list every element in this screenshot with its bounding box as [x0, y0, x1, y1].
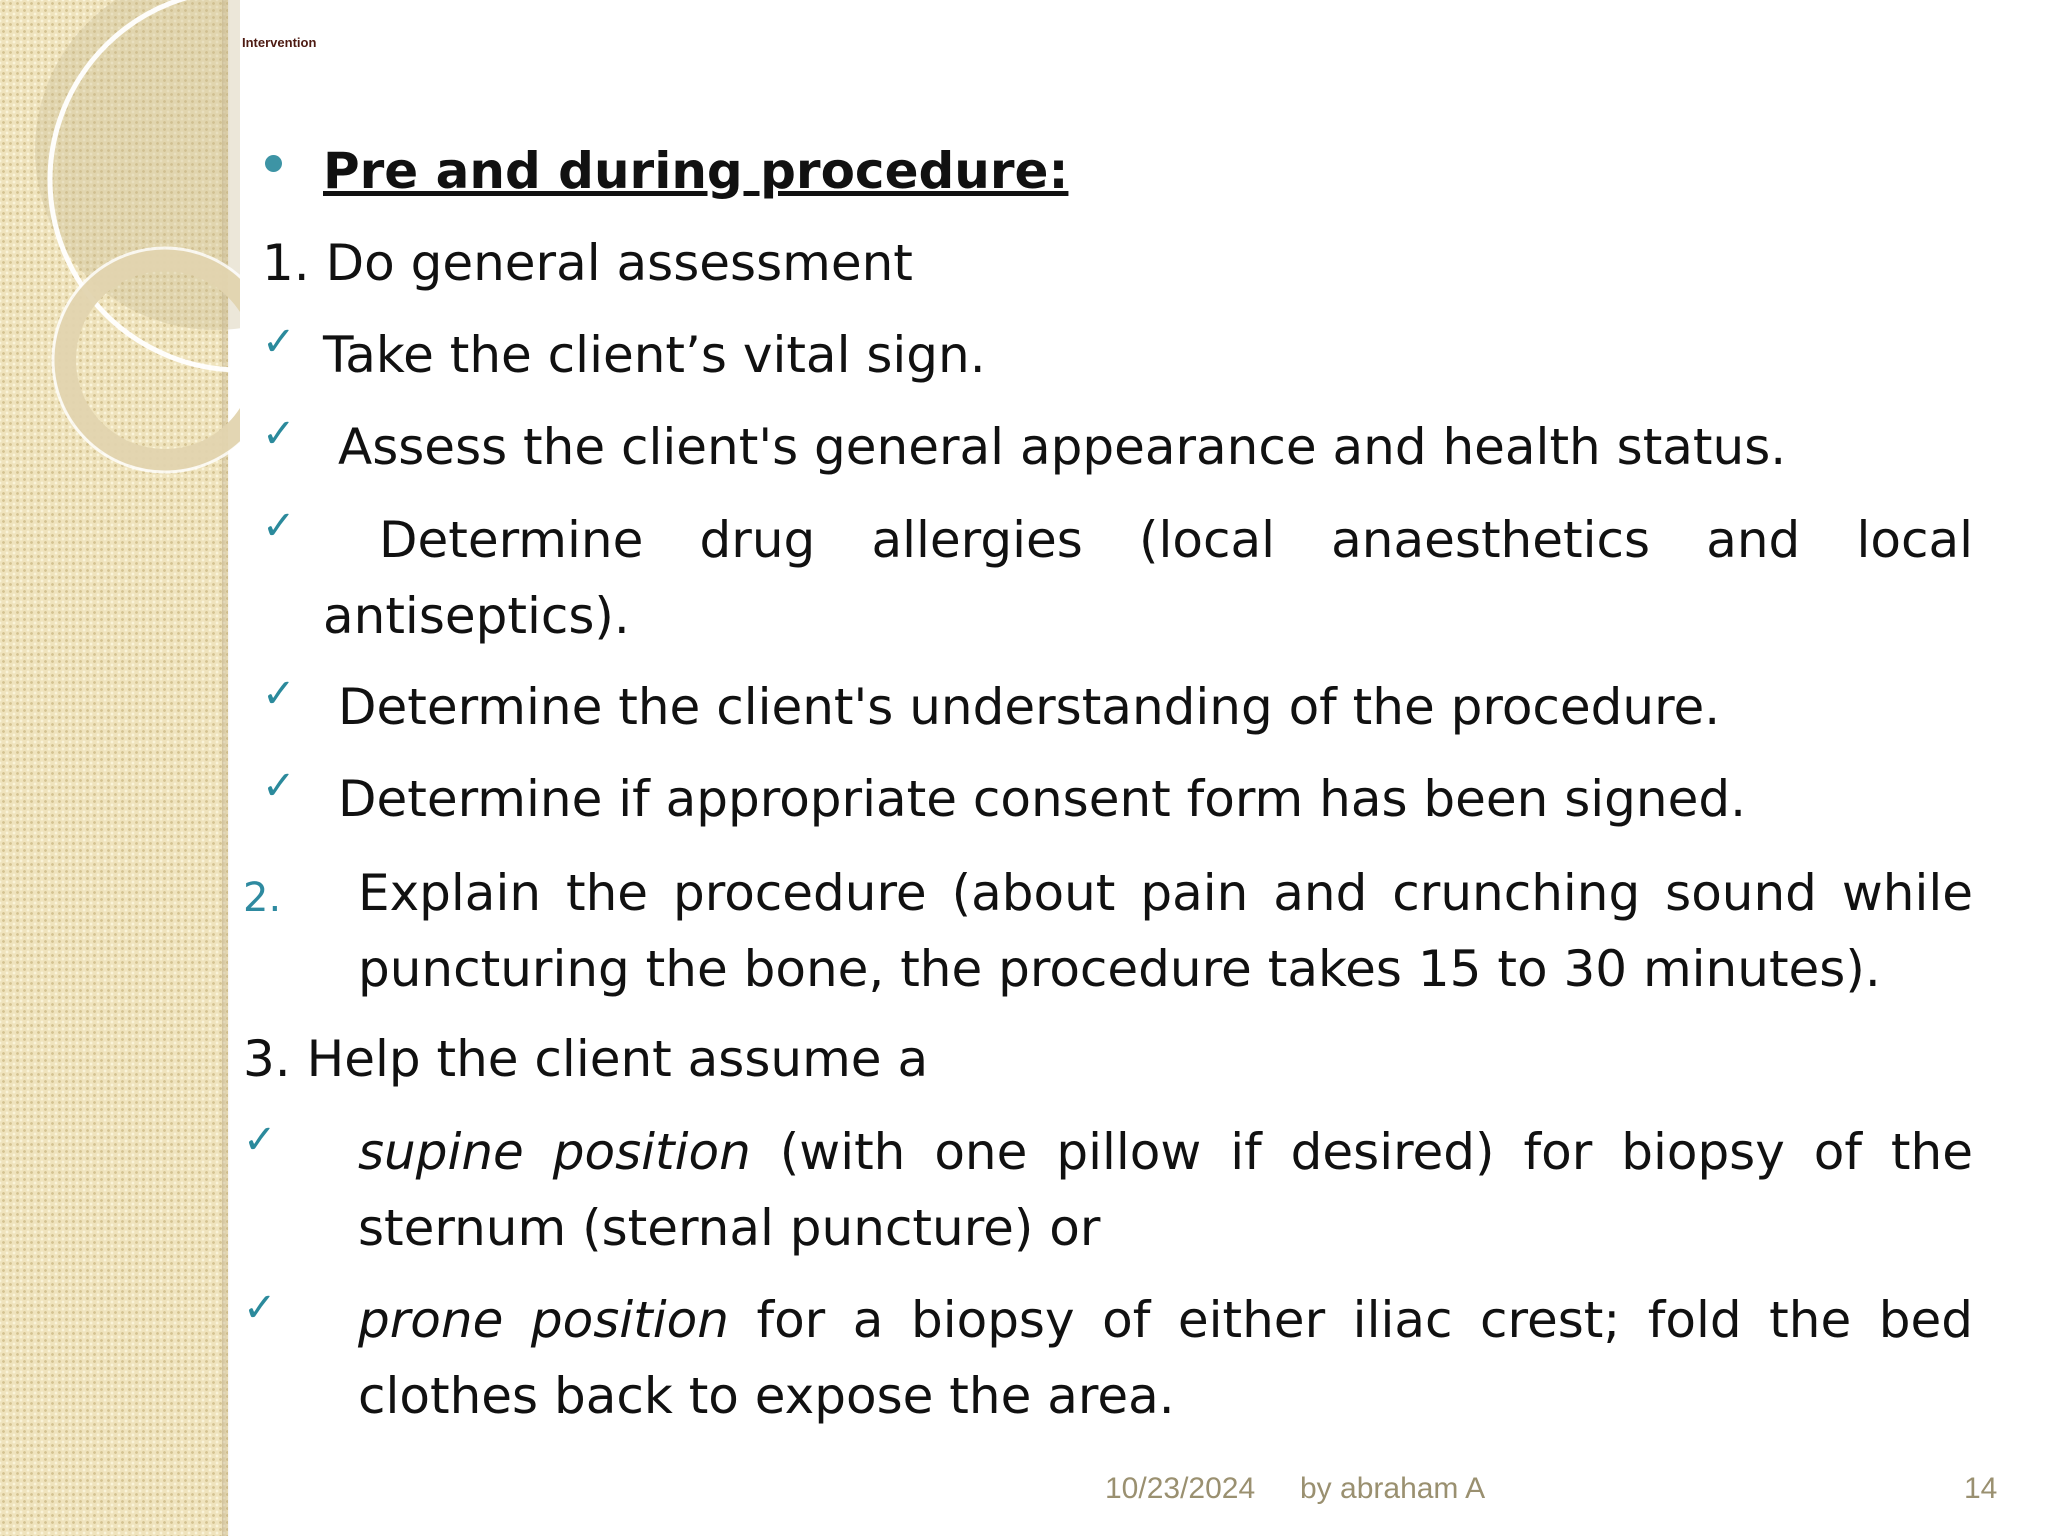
check-item-vital-sign: Take the client’s vital sign. [323, 326, 986, 384]
footer-author: by abraham A [1300, 1472, 1486, 1505]
position-detail-prone: for a biopsy of either iliac crest; fold the bed clothes back to expose the area. [358, 1291, 1974, 1425]
check-item-understanding: Determine the client's understanding of the procedure. [338, 678, 1721, 736]
list-number-marker: 2. [243, 875, 282, 921]
checkmark-icon: ✓ [262, 503, 296, 549]
position-detail-supine: (with one pillow if desired) for biopsy of the sternum (sternal puncture) or [358, 1123, 1973, 1257]
checkmark-icon: ✓ [262, 319, 296, 365]
check-item-drug-allergies: Determine drug allergies (local anaesthetics and local antiseptics). [323, 511, 1973, 645]
check-item-general-appearance: Assess the client's general appearance and health status. [338, 418, 1787, 476]
list-item-explain-procedure: Explain the procedure (about pain and crunching sound while puncturing the bone, the procedure takes 15 to 30 minutes). [358, 864, 1973, 998]
footer-page-number: 14 [1964, 1472, 1998, 1505]
position-item-prone [358, 1282, 1973, 1434]
checkmark-icon: ✓ [262, 671, 296, 717]
bullet-dot-icon [265, 155, 282, 172]
checkmark-icon: ✓ [262, 763, 296, 809]
checkmark-icon: ✓ [262, 411, 296, 457]
procedure-heading: Pre and during procedure: [323, 142, 1069, 200]
list-item-general-assessment: 1. Do general assessment [262, 234, 913, 292]
footer-date: 10/23/2024 [1105, 1472, 1256, 1505]
position-term-supine: supine position [358, 1123, 751, 1181]
slide-title: Intervention [242, 35, 317, 50]
position-item-supine [358, 1114, 1973, 1266]
check-item-consent-form: Determine if appropriate consent form has been signed. [338, 770, 1747, 828]
checkmark-icon: ✓ [243, 1117, 277, 1163]
position-term-prone: prone position [358, 1291, 729, 1349]
list-item-assume-position: 3. Help the client assume a [243, 1030, 929, 1088]
checkmark-icon: ✓ [243, 1285, 277, 1331]
